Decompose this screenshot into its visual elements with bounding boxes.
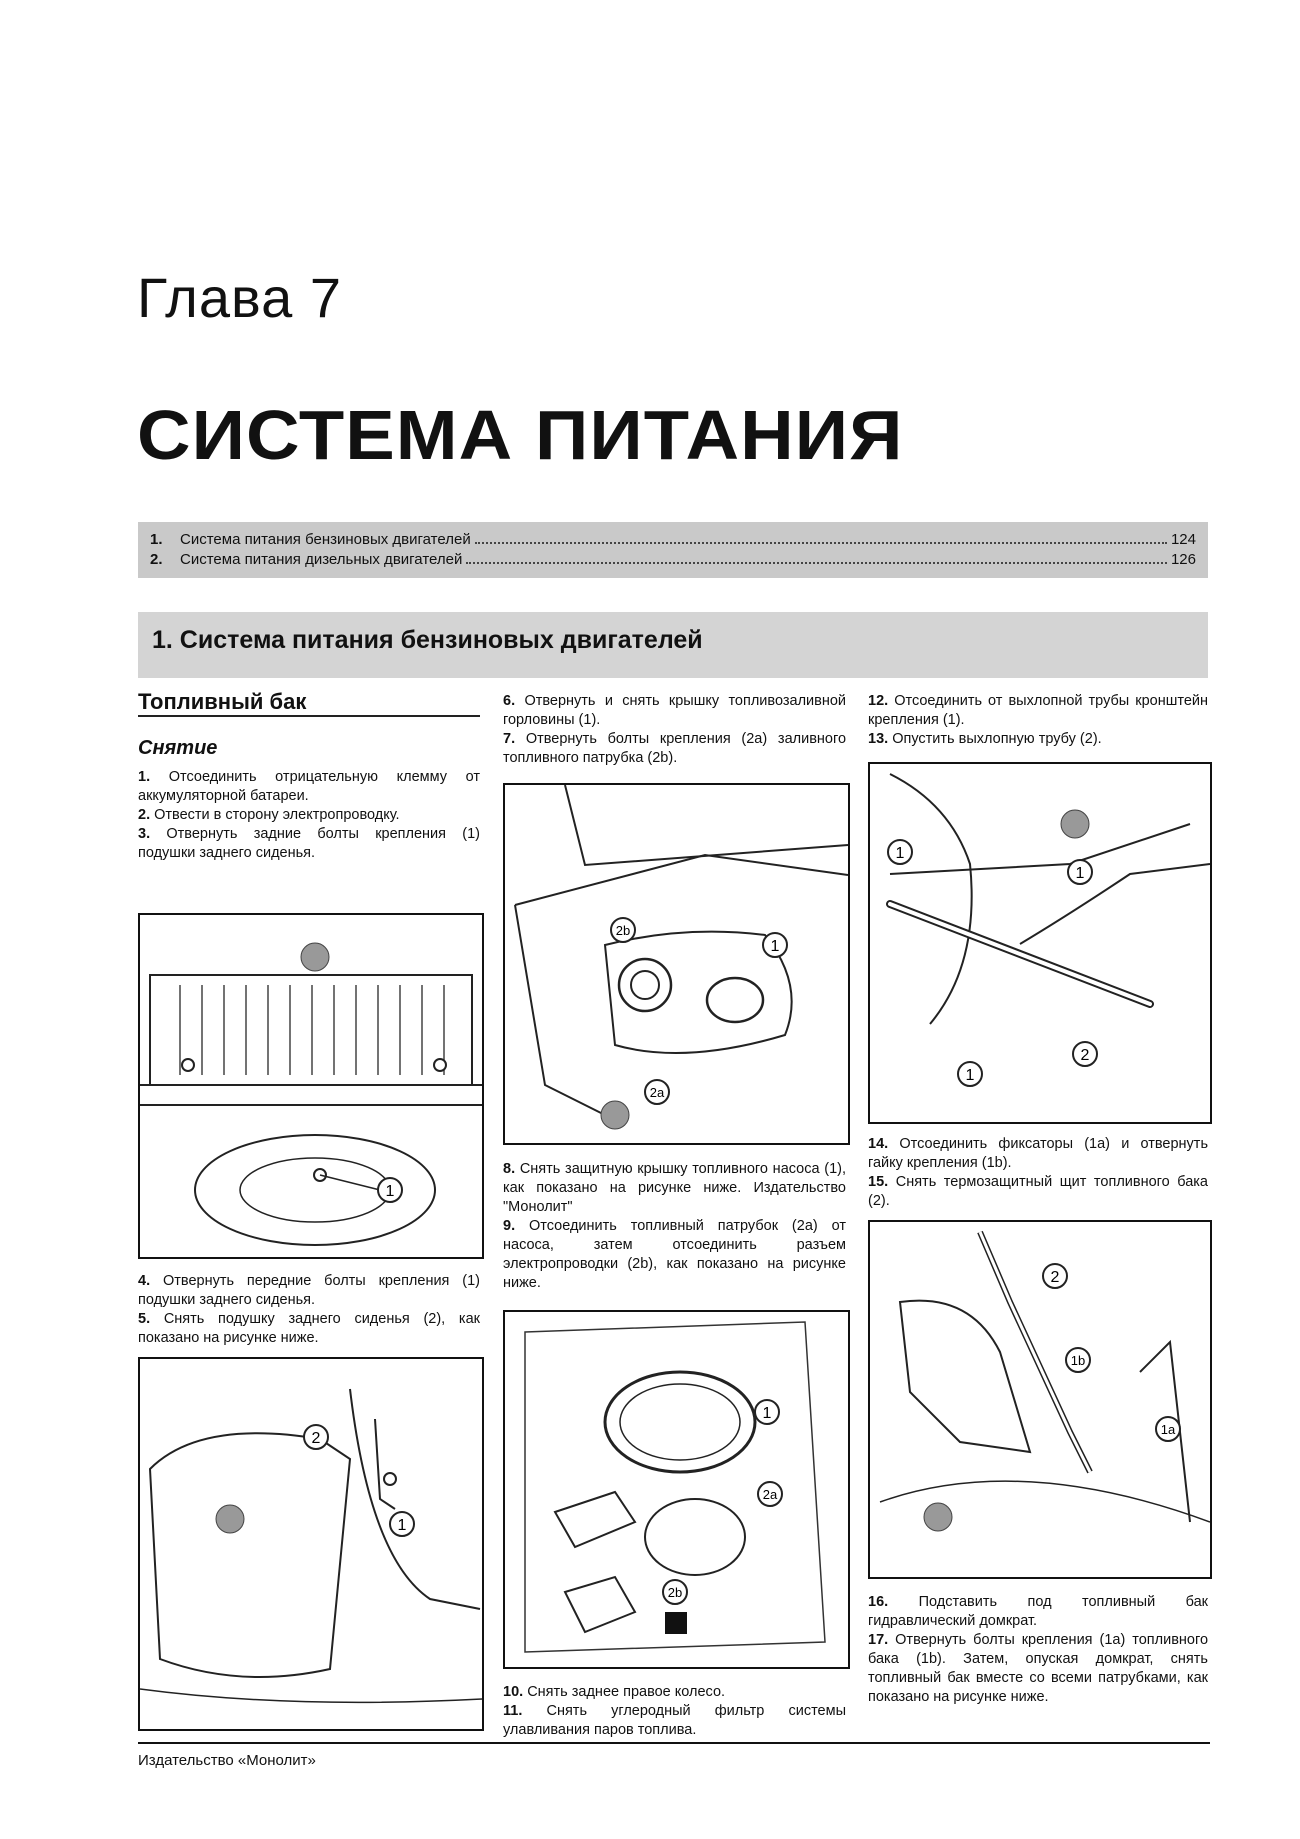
toc-item[interactable] <box>150 551 1196 571</box>
callout-label: 2a <box>762 1487 778 1502</box>
toc-item[interactable] <box>150 531 1196 551</box>
column-3-steps-c <box>868 1593 1208 1707</box>
step: 2. Отвести в сторону электропроводку. <box>138 807 400 823</box>
step: 8. Снять защитную крышку топливного насоса (1), как показано на рисунке ниже. Издательство "Монолит" <box>503 1161 847 1215</box>
callout-label: 1 <box>762 1405 772 1422</box>
callout-label: 2a <box>649 1085 665 1100</box>
figure-rear-seat-bolts <box>138 913 484 1259</box>
step: 16. Подставить под топливный бак гидравлический домкрат. <box>868 1594 1208 1629</box>
column-2-steps-c <box>503 1683 846 1740</box>
figure-heat-shield <box>868 1220 1212 1579</box>
figure-exhaust-bracket <box>868 762 1212 1124</box>
footer-divider <box>138 1742 1210 1744</box>
subsection-divider <box>138 715 480 717</box>
subsubsection-title: Снятие <box>138 737 218 759</box>
toc-number: 1. <box>150 531 163 548</box>
callout-label: 1 <box>895 845 905 862</box>
figure-filler-neck <box>503 783 850 1145</box>
callout-label: 1 <box>385 1183 395 1200</box>
callout-label: 2 <box>1050 1269 1060 1286</box>
step: 12. Отсоединить от выхлопной трубы кронштейн крепления (1). <box>868 693 1208 728</box>
step: 7. Отвернуть болты крепления (2a) заливного топливного патрубка (2b). <box>503 731 847 766</box>
toc-label: Система питания дизельных двигателей <box>180 551 463 568</box>
subsection-title: Топливный бак <box>138 689 307 714</box>
toc-leader <box>466 562 1167 564</box>
step: 9. Отсоединить топливный патрубок (2a) от насоса, затем отсоединить разъем электропроводки (2b), как показано на рисунке ниже. <box>503 1218 846 1291</box>
column-2-steps-b <box>503 1160 846 1293</box>
callout-label: 1b <box>1070 1353 1086 1368</box>
column-1-steps-b <box>138 1272 480 1348</box>
section-header <box>138 612 1208 678</box>
figure-seat-cushion <box>138 1357 484 1731</box>
publisher-footer: Издательство «Монолит» <box>138 1752 316 1769</box>
step: 3. Отвернуть задние болты крепления (1) подушки заднего сиденья. <box>138 826 481 861</box>
callout-label: 1 <box>397 1517 407 1534</box>
step: 10. Снять заднее правое колесо. <box>503 1684 726 1700</box>
chapter-title: СИСТЕМА ПИТАНИЯ <box>137 396 904 474</box>
callout-label: 1 <box>1075 865 1085 882</box>
callout-label: 2b <box>615 923 631 938</box>
callout-label: 1 <box>965 1067 975 1084</box>
callout-label: 2 <box>1080 1047 1090 1064</box>
step: 14. Отсоединить фиксаторы (1a) и отвернуть гайку крепления (1b). <box>868 1136 1209 1171</box>
callout-label: 2 <box>311 1430 321 1447</box>
callout-label: 1 <box>770 938 780 955</box>
column-1 <box>138 689 481 863</box>
toc-number: 2. <box>150 551 163 568</box>
figure-fuel-pump <box>503 1310 850 1669</box>
step: 13. Опустить выхлопную трубу (2). <box>868 731 1102 747</box>
column-3-steps-b <box>868 1135 1208 1211</box>
column-3-steps-a <box>868 692 1208 749</box>
toc-page: 126 <box>1170 551 1196 568</box>
chapter-label: Глава 7 <box>137 266 342 329</box>
step: 5. Снять подушку заднего сиденья (2), как показано на рисунке ниже. <box>138 1311 480 1346</box>
callout-label: 1a <box>1160 1422 1176 1437</box>
column-2-steps-a <box>503 692 846 768</box>
steps-group <box>138 768 480 863</box>
step: 4. Отвернуть передние болты крепления (1) подушки заднего сиденья. <box>138 1273 481 1308</box>
step: 17. Отвернуть болты крепления (1a) топливного бака (1b). Затем, опуская домкрат, снять топливный бак вместе со всеми патрубками, как показано на рисунке ниже. <box>868 1632 1209 1705</box>
table-of-contents <box>138 522 1208 578</box>
toc-label: Система питания бензиновых двигателей <box>180 531 471 548</box>
step: 11. Снять углеродный фильтр системы улавливания паров топлива. <box>503 1703 846 1738</box>
section-title: 1. Система питания бензиновых двигателей <box>152 626 703 654</box>
callout-label: 2b <box>667 1585 683 1600</box>
step: 6. Отвернуть и снять крышку топливозаливной горловины (1). <box>503 693 846 728</box>
step: 1. Отсоединить отрицательную клемму от аккумуляторной батареи. <box>138 769 480 804</box>
toc-leader <box>475 542 1167 544</box>
step: 15. Снять термозащитный щит топливного бака (2). <box>868 1174 1208 1209</box>
toc-page: 124 <box>1170 531 1196 548</box>
